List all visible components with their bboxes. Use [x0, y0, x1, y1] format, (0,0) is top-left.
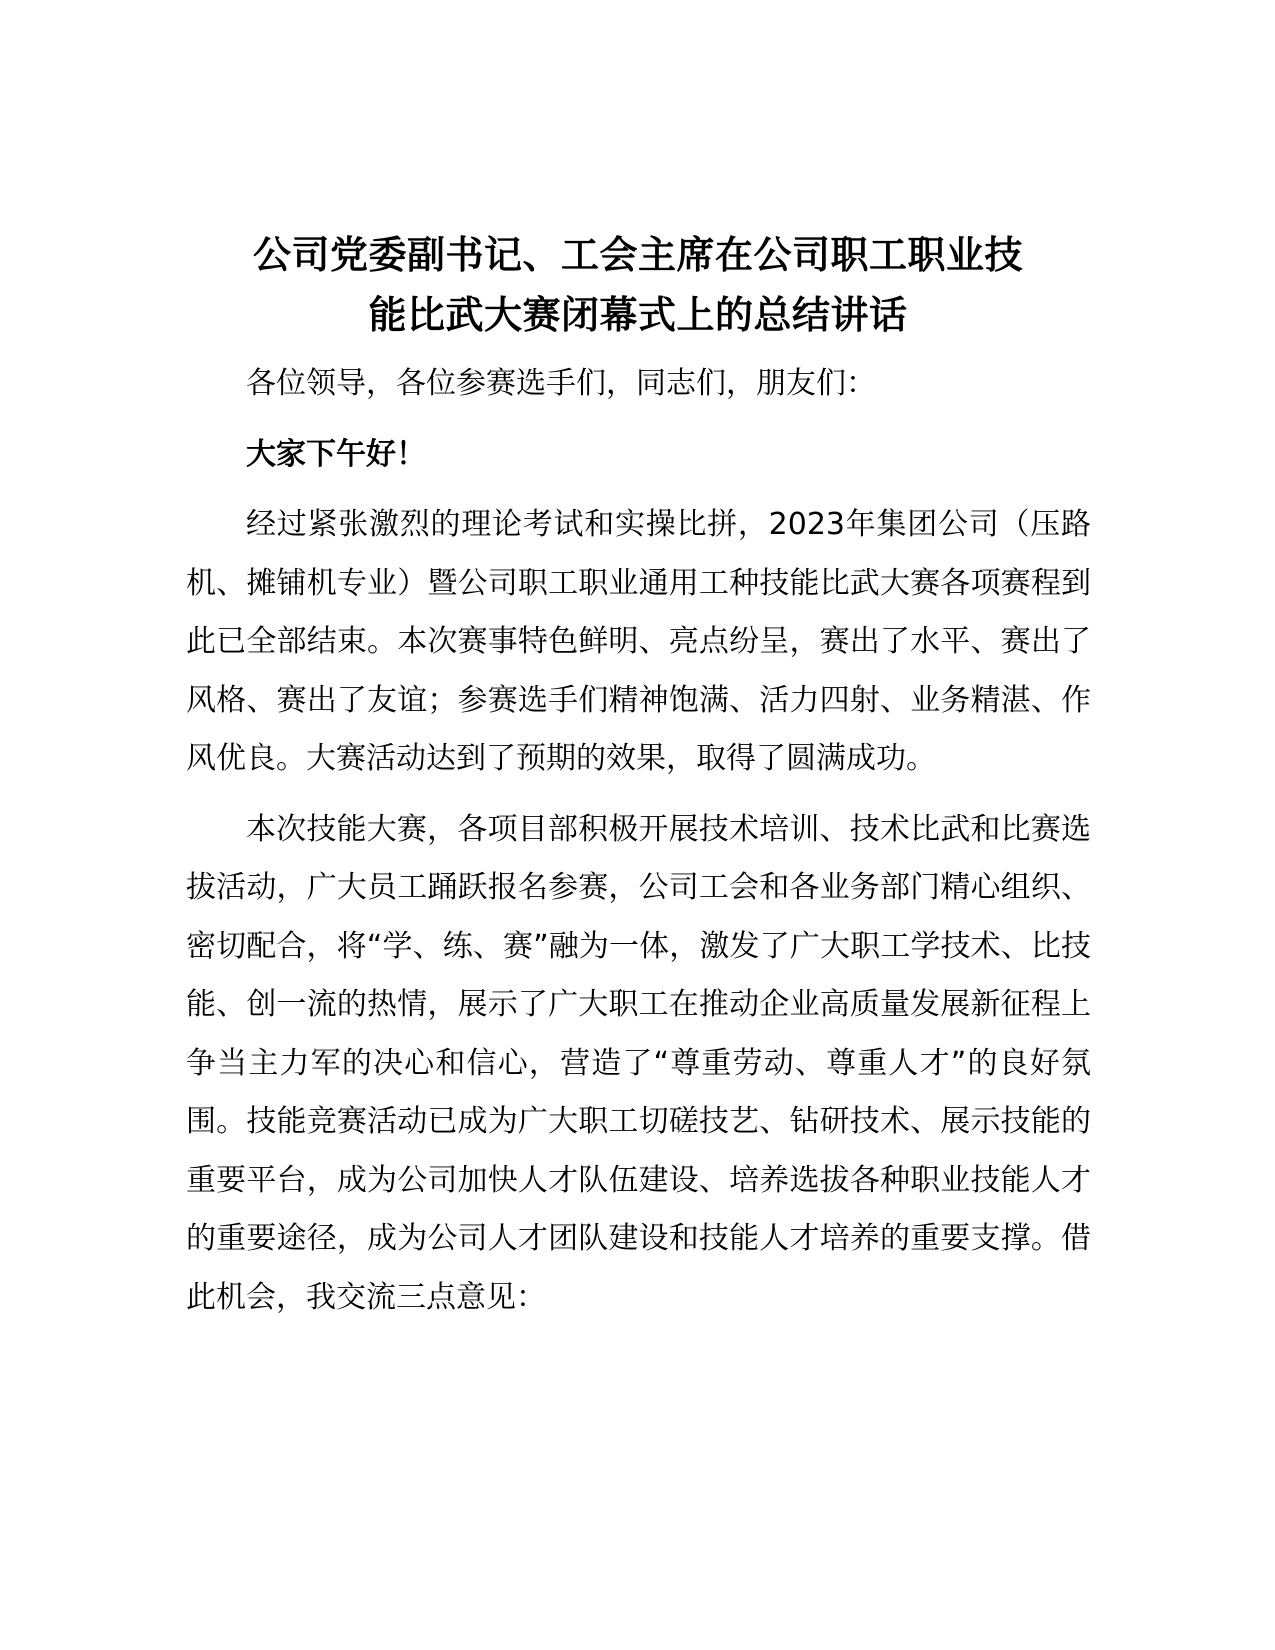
document-body: [186, 355, 1091, 1339]
greeting: 大家下午好！: [246, 436, 426, 472]
title-line-2: 能比武大赛闭幕式上的总结讲话: [368, 293, 908, 337]
salutation: 各位领导，各位参赛选手们，同志们，朋友们：: [246, 366, 876, 401]
document-title: [183, 225, 1093, 345]
paragraph-2: 本次技能大赛，各项目部积极开展技术培训、技术比武和比赛选拔活动，广大员工踊跃报名参赛，公司工会和各业务部门精心组织、密切配合，将“学、练、赛”融为一体，激发了广大职工学技术、比技能、创一流的热情，展示了广大职工在推动企业高质量发展新征程上争当主力军的决心和信心，营造了“尊重劳动、尊重人才”的良好氛围。技能竞赛活动已成为广大职工切磋技艺、钻研技术、展示技能的重要平台，成为公司加快人才队伍建设、培养选拔各种职业技能人才的重要途径，成为公司人才团队建设和技能人才培养的重要支撑。借此机会，我交流三点意见：: [186, 811, 1091, 1315]
paragraph-1: 经过紧张激烈的理论考试和实操比拼，2023年集团公司（压路机、摊铺机专业）暨公司职工职业通用工种技能比武大赛各项赛程到此已全部结束。本次赛事特色鲜明、亮点纷呈，赛出了水平、赛出了风格、赛出了友谊；参赛选手们精神饱满、活力四射、业务精湛、作风优良。大赛活动达到了预期的效果，取得了圆满成功。: [186, 507, 1091, 776]
title-line-1: 公司党委副书记、工会主席在公司职工职业技: [252, 233, 1023, 277]
